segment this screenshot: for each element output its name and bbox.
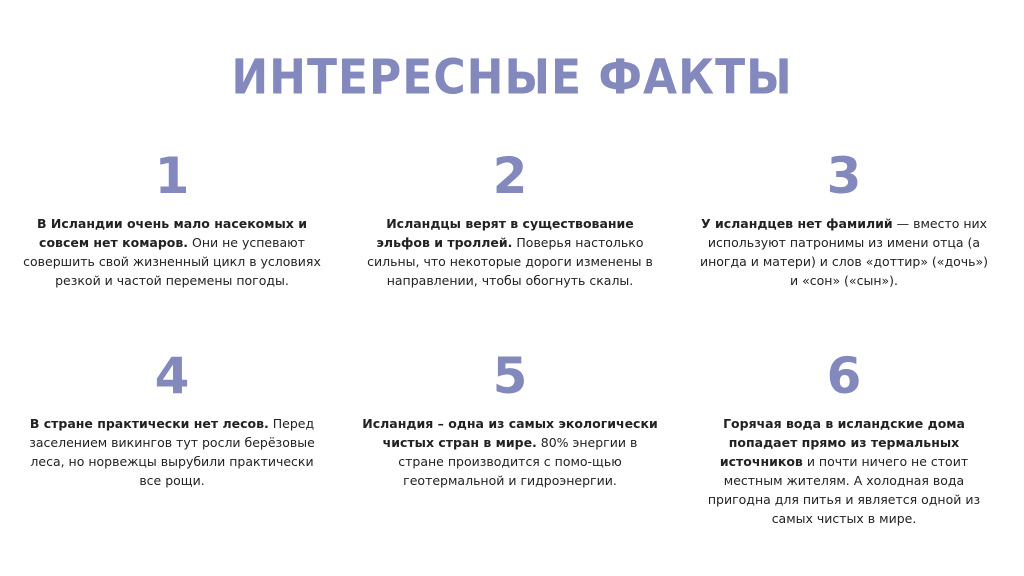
fact-5 xyxy=(360,348,660,490)
fact-5-body: 80% энергии в стране производится с помо-щью геотермальной и гидроэнергии. xyxy=(398,435,638,488)
fact-2-number: 2 xyxy=(492,147,528,205)
fact-6-highlight: Горячая вода в исландские дома попадает прямо из термальных источников xyxy=(719,416,965,469)
fact-3 xyxy=(694,148,994,290)
fact-1-body: Они не успевают совершить свой жизненный цикл в условиях резкой и частой перемены погоды. xyxy=(23,235,321,288)
fact-3-highlight: У исландцев нет фамилий xyxy=(700,216,893,231)
fact-1-text xyxy=(22,214,322,290)
fact-4-highlight: В стране практически нет лесов. xyxy=(29,416,269,431)
fact-4-number: 4 xyxy=(154,347,190,405)
fact-6 xyxy=(694,348,994,528)
fact-3-text xyxy=(694,214,994,290)
fact-5-number: 5 xyxy=(492,347,528,405)
fact-1-number: 1 xyxy=(154,147,190,205)
fact-3-number: 3 xyxy=(826,147,862,205)
fact-6-number: 6 xyxy=(826,347,862,405)
fact-1 xyxy=(22,148,322,290)
fact-4-text xyxy=(22,414,322,490)
fact-2 xyxy=(360,148,660,290)
fact-4-body: Перед заселением викингов тут росли берёзовые леса, но норвежцы вырубили практически все рощи. xyxy=(29,416,315,488)
fact-2-body: Поверья настолько сильны, что некоторые дороги изменены в направлении, чтобы обогнуть скалы. xyxy=(367,235,653,288)
fact-5-text xyxy=(360,414,660,490)
fact-6-text xyxy=(694,414,994,528)
fact-1-highlight: В Исландии очень мало насекомых и совсем нет комаров. xyxy=(37,216,307,250)
fact-2-highlight: Исландцы верят в существование эльфов и троллей. xyxy=(376,216,634,250)
fact-6-body: и почти ничего не стоит местным жителям. А холодная вода пригодна для питья и является одной из самых чистых в мире. xyxy=(707,454,981,526)
fact-5-highlight: Исландия – одна из самых экологически чистых стран в мире. xyxy=(362,416,658,450)
fact-4 xyxy=(22,348,322,490)
fact-2-text xyxy=(360,214,660,290)
page-title: ИНТЕРЕСНЫЕ ФАКТЫ xyxy=(231,49,793,106)
fact-3-body: — вместо них используют патронимы из имени отца (а иногда и матери) и слов «доттир» («дочь») и «сон» («сын»). xyxy=(699,216,989,288)
